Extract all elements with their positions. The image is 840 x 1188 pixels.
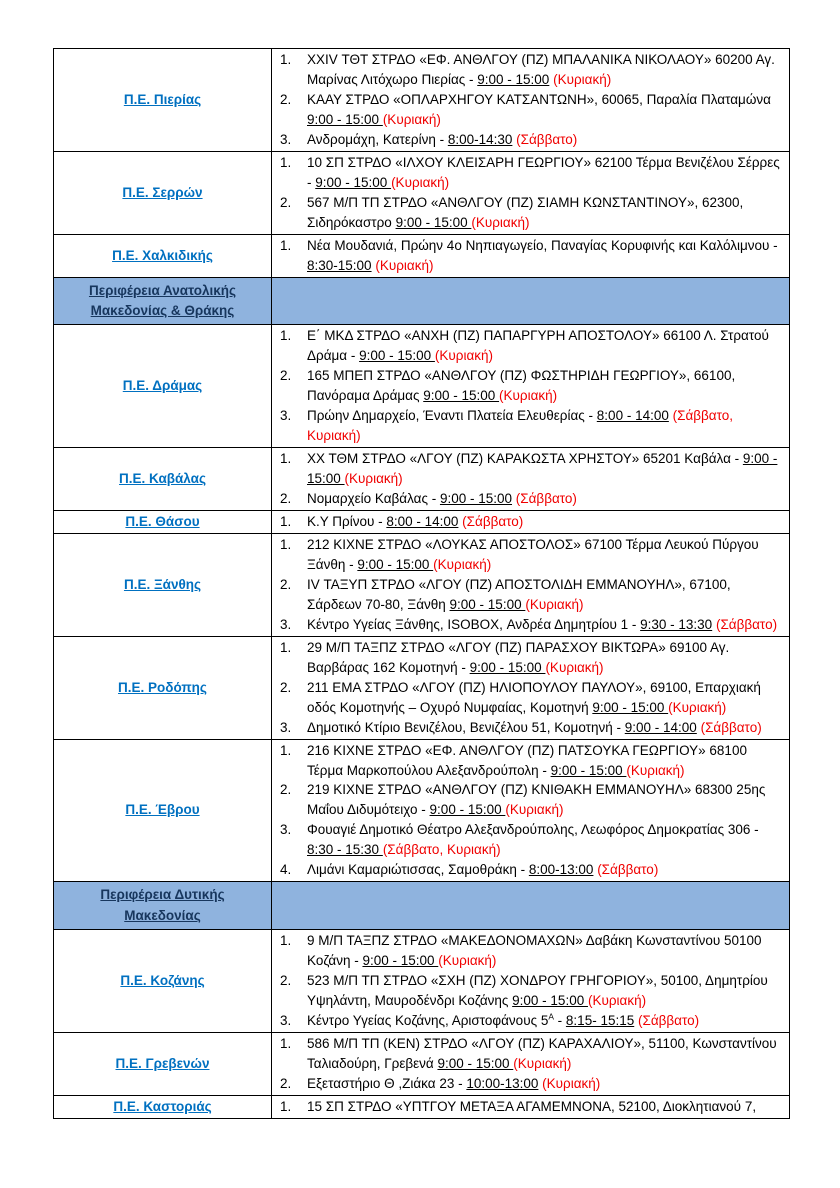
location-item-text (307, 971, 785, 1011)
day-annotation: (Κυριακή) (433, 556, 492, 572)
time-range: 9:00 - 15:00 (592, 699, 669, 715)
region-label-cell (54, 49, 272, 152)
day-annotation: (Κυριακή) (513, 1055, 572, 1071)
region-label-cell (54, 739, 272, 882)
locations-cell (272, 1095, 790, 1118)
location-item-number: 2. (280, 1075, 292, 1091)
location-item-number: 2. (280, 972, 292, 988)
locations-cell (272, 510, 790, 533)
location-item-text (307, 236, 785, 276)
location-item-text (307, 931, 785, 971)
time-range: 8:00 - 14:00 (596, 408, 669, 424)
region-label-cell (54, 510, 272, 533)
location-text: 29 Μ/Π ΤΑΞΠΖ ΣΤΡΔΟ «ΛΓΟΥ (ΠΖ) ΠΑΡΑΣΧΟΥ ΒΙΚΤΩΡΑ» 69100 Αγ. Βαρβάρας 162 Κομοτηνή - (307, 639, 730, 675)
location-item-number: 3. (280, 408, 292, 424)
location-text: ΚΑΑΥ ΣΤΡΔΟ «ΟΠΛΑΡΧΗΓΟΥ ΚΑΤΣΑΝΤΩΝΗ», 60065, Παραλία Πλαταμώνα (307, 91, 771, 107)
region-group-label: Περιφέρεια Δυτικής Μακεδονίας (100, 887, 225, 923)
regional-locations-table (53, 48, 790, 1119)
region-row (54, 447, 790, 510)
location-text: Δημοτικό Κτίριο Βενιζέλου, Βενιζέλου 51, Κομοτηνή - (307, 719, 625, 735)
region-label-cell (54, 1032, 272, 1095)
time-range: 9:00 - 15:00 (315, 174, 392, 190)
day-annotation: (Σάββατο) (515, 490, 577, 506)
location-text: - (553, 1012, 566, 1028)
location-item-text (307, 366, 785, 406)
location-item-number: 4. (280, 862, 292, 878)
region-link[interactable]: Π.Ε. Ξάνθης (123, 576, 202, 592)
location-text: Εξεταστήριο Θ ,Ζιάκα 23 - (307, 1075, 467, 1091)
location-item (280, 678, 785, 718)
location-text: Κέντρο Υγείας Κοζάνης, Αριστοφάνους 5 (307, 1012, 549, 1028)
time-range: 8:00-14:30 (447, 131, 513, 147)
time-range: 9:00 - 14:00 (624, 719, 697, 735)
time-range: 9:00 - 15:00 (429, 802, 506, 818)
time-range: 8:00-13:00 (528, 862, 594, 878)
region-group-header-row (54, 277, 790, 325)
region-label-cell (54, 234, 272, 277)
location-item (280, 153, 785, 193)
location-item (280, 90, 785, 130)
region-link[interactable]: Π.Ε. Καστοριάς (113, 1098, 212, 1114)
location-text: XXIV ΤΘΤ ΣΤΡΔΟ «ΕΦ. ΑΝΘΛΓΟΥ (ΠΖ) ΜΠΑΛΑΝΙΚΑ ΝΙΚΟΛΑΟΥ» 60200 Αγ. Μαρίνας Λιτόχωρο Πιερίας - (307, 52, 775, 87)
day-annotation: (Κυριακή) (626, 762, 685, 778)
region-group-empty-cell (272, 882, 790, 930)
time-range: 9:00 - 15:00 (362, 952, 439, 968)
location-item (280, 130, 785, 150)
location-item (280, 535, 785, 575)
location-item (280, 1097, 785, 1117)
region-row (54, 151, 790, 234)
location-item (280, 780, 785, 820)
time-range: 9:00 - 15:00 (439, 490, 513, 506)
locations-cell (272, 739, 790, 882)
location-item-text (307, 741, 785, 781)
location-item-text (307, 130, 785, 150)
location-item (280, 931, 785, 971)
location-text: Νέα Μουδανιά, Πρώην 4ο Νηπιαγωγείο, Παναγίας Κορυφινής και Καλόλιμνου - (307, 237, 778, 253)
day-annotation: (Σάββατο) (700, 719, 762, 735)
time-range: 9:30 - 13:30 (640, 616, 713, 632)
location-text: ΧΧ ΤΘΜ ΣΤΡΔΟ «ΛΓΟΥ (ΠΖ) ΚΑΡΑΚΩΣΤΑ ΧΡΗΣΤΟΥ» 65201 Καβάλα - (307, 450, 743, 466)
location-item-text (307, 512, 785, 532)
day-annotation: (Κυριακή) (668, 699, 727, 715)
region-group-label: Περιφέρεια Ανατολικής Μακεδονίας & Θράκης (88, 282, 237, 318)
location-item-text (307, 678, 785, 718)
region-row (54, 325, 790, 448)
location-item-text (307, 1097, 785, 1117)
location-item (280, 971, 785, 1011)
location-item-number: 1. (280, 237, 292, 253)
time-range: 9:00 - 15:00 (550, 762, 627, 778)
time-range: 9:00 - 15:00 (423, 388, 500, 404)
locations-cell (272, 447, 790, 510)
location-item-text (307, 449, 785, 489)
time-range: 9:00 - 15:00 (449, 596, 526, 612)
location-item-number: 2. (280, 91, 292, 107)
day-annotation: (Κυριακή) (587, 992, 647, 1008)
location-text: Ανδρομάχη, Κατερίνη - (307, 131, 448, 147)
region-link[interactable]: Π.Ε. Ροδόπης (118, 679, 207, 695)
location-item-text (307, 326, 785, 366)
time-range: 9:00 - 15:00 (512, 992, 588, 1008)
location-item (280, 489, 785, 509)
location-item (280, 1011, 785, 1031)
day-annotation: (Κυριακή) (438, 952, 497, 968)
location-item-number: 1. (280, 513, 292, 529)
time-range: 9:00 - 15:00 (359, 348, 435, 364)
locations-cell (272, 1032, 790, 1095)
day-annotation: (Σάββατο, Κυριακή) (382, 842, 501, 858)
region-row (54, 929, 790, 1032)
location-item-text (307, 153, 785, 193)
location-item-number: 1. (280, 932, 292, 948)
location-item-text (307, 406, 785, 446)
region-link[interactable]: Π.Ε. Κοζάνης (120, 972, 205, 988)
location-item (280, 741, 785, 781)
location-text: 212 ΚΙΧΝΕ ΣΤΡΔΟ «ΛΟΥΚΑΣ ΑΠΟΣΤΟΛΟΣ» 67100 Τέρμα Λευκού Πύργου Ξάνθη - (307, 536, 759, 572)
location-item-number: 3. (280, 822, 292, 838)
location-item-text (307, 1034, 785, 1074)
region-link[interactable]: Π.Ε. Πιερίας (123, 91, 202, 107)
location-item (280, 449, 785, 489)
region-row (54, 533, 790, 636)
location-item-number: 3. (280, 131, 292, 147)
location-item-number: 1. (280, 52, 292, 67)
region-link[interactable]: Π.Ε. Καβάλας (119, 470, 206, 486)
region-link[interactable]: Π.Ε. Γρεβενών (115, 1055, 210, 1071)
time-range: 8:30 - 15:30 (307, 842, 383, 858)
region-group-header-row (54, 882, 790, 930)
location-item (280, 193, 785, 233)
day-annotation: (Κυριακή) (434, 348, 494, 364)
location-text: IV ΤΑΞΥΠ ΣΤΡΔΟ «ΛΓΟΥ (ΠΖ) ΑΠΟΣΤΟΛΙΔΗ ΕΜΜΑΝΟΥΗΛ», 67100, Σάρδεων 70-80, Ξάνθη (307, 576, 731, 612)
location-item-text (307, 615, 785, 635)
location-item (280, 1074, 785, 1094)
day-annotation: (Κυριακή) (499, 388, 558, 404)
location-item (280, 1034, 785, 1074)
location-item-text (307, 575, 785, 615)
location-item-number: 3. (280, 719, 292, 735)
location-text: 567 Μ/Π ΤΠ ΣΤΡΔΟ «ΑΝΘΛΓΟΥ (ΠΖ) ΣΙΑΜΗ ΚΩΝΣΤΑΝΤΙΝΟΥ», 62300, Σιδηρόκαστρο (307, 194, 744, 230)
location-item (280, 406, 785, 446)
location-item-text (307, 90, 785, 130)
region-row (54, 510, 790, 533)
day-annotation: (Σάββατο) (462, 513, 524, 529)
region-label-cell (54, 1095, 272, 1118)
location-item-number: 1. (280, 1035, 292, 1051)
region-label-cell (54, 447, 272, 510)
location-item-number: 2. (280, 576, 292, 592)
time-range: 9:00 - 15:00 (469, 659, 546, 675)
region-group-title-cell (54, 882, 272, 930)
location-item-number: 1. (280, 328, 292, 344)
location-item-text (307, 820, 785, 860)
locations-cell (272, 929, 790, 1032)
day-annotation: (Σάββατο, Κυριακή) (307, 408, 734, 443)
day-annotation: (Κυριακή) (505, 802, 564, 818)
time-range: 10:00-13:00 (466, 1075, 539, 1091)
locations-cell (272, 234, 790, 277)
location-item-number: 2. (280, 782, 292, 798)
location-text: Κ.Υ Πρίνου - (307, 513, 387, 529)
day-annotation: (Κυριακή) (382, 111, 441, 127)
location-item-text (307, 535, 785, 575)
location-item-text (307, 489, 785, 509)
locations-cell (272, 533, 790, 636)
region-link[interactable]: Π.Ε. Σερρών (122, 184, 203, 200)
region-link[interactable]: Π.Ε. Δράμας (122, 378, 203, 394)
day-annotation: (Κυριακή) (545, 659, 604, 675)
location-item-number: 3. (280, 616, 292, 632)
location-text: 211 ΕΜΑ ΣΤΡΔΟ «ΛΓΟΥ (ΠΖ) ΗΛΙΟΠΟΥΛΟΥ ΠΑΥΛΟΥ», 69100, Επαρχιακή οδός Κομοτηνής – Οχυρό Νυμφαίας, Κομοτηνή (307, 679, 761, 715)
day-annotation: (Σάββατο) (516, 131, 578, 147)
locations-cell (272, 151, 790, 234)
location-item-text (307, 860, 785, 880)
region-row (54, 234, 790, 277)
time-range: 9:00 - 15:00 (395, 214, 472, 230)
location-text: 10 ΣΠ ΣΤΡΔΟ «ΙΛΧΟΥ ΚΛΕΙΣΑΡΗ ΓΕΩΡΓΙΟΥ» 62100 Τέρμα Βενιζέλου Σέρρες - (307, 154, 780, 190)
location-item-number: 2. (280, 679, 292, 695)
location-item-number: 2. (280, 368, 292, 384)
time-range: 9:00 - 15:00 (477, 71, 550, 87)
location-text: Ε΄ ΜΚΔ ΣΤΡΔΟ «ΑΝΧΗ (ΠΖ) ΠΑΠΑΡΓΥΡΗ ΑΠΟΣΤΟΛΟΥ» 66100 Λ. Στρατού Δράμα - (307, 328, 769, 364)
location-text: Κέντρο Υγείας Ξάνθης, ISOBOX, Ανδρέα Δημητρίου 1 - (307, 616, 641, 632)
location-item (280, 575, 785, 615)
location-item-number: 3. (280, 1012, 292, 1028)
location-item-text (307, 1011, 785, 1031)
location-item (280, 860, 785, 880)
locations-cell (272, 325, 790, 448)
location-item-number: 1. (280, 450, 292, 466)
region-link[interactable]: Π.Ε. Θάσου (125, 513, 200, 529)
region-row (54, 636, 790, 739)
superscript: Α (548, 1011, 554, 1022)
location-text: 219 ΚΙΧΝΕ ΣΤΡΔΟ «ΑΝΘΛΓΟΥ (ΠΖ) ΚΝΙΘΑΚΗ ΕΜΜΑΝΟΥΗΛ» 68300 25ης Μαΐου Διδυμότειχο - (307, 782, 766, 818)
region-label-cell (54, 929, 272, 1032)
location-item-text (307, 780, 785, 820)
location-item (280, 326, 785, 366)
time-range: 9:00 - 15:00 (357, 556, 434, 572)
day-annotation: (Κυριακή) (542, 1075, 601, 1091)
region-row (54, 1032, 790, 1095)
location-text: Πρώην Δημαρχείο, Έναντι Πλατεία Ελευθερίας - (307, 408, 597, 424)
location-item-number: 1. (280, 1098, 292, 1114)
location-item (280, 638, 785, 678)
region-row (54, 1095, 790, 1118)
day-annotation: (Κυριακή) (344, 470, 403, 486)
location-item-text (307, 50, 785, 90)
location-text: Λιμάνι Καμαριώτισσας, Σαμοθράκη - (307, 862, 529, 878)
region-link[interactable]: Π.Ε. Έβρου (125, 802, 200, 818)
location-item-number: 1. (280, 742, 292, 758)
location-item (280, 236, 785, 276)
locations-cell (272, 636, 790, 739)
location-item-number: 1. (280, 639, 292, 655)
location-text: 586 Μ/Π ΤΠ (ΚΕΝ) ΣΤΡΔΟ «ΛΓΟΥ (ΠΖ) ΚΑΡΑΧΑΛΙΟΥ», 51100, Κωνσταντίνου Ταλιαδούρη, Γρεβενά (307, 1035, 777, 1071)
region-label-cell (54, 151, 272, 234)
day-annotation: (Σάββατο) (715, 616, 778, 632)
day-annotation: (Κυριακή) (525, 596, 584, 612)
region-link[interactable]: Π.Ε. Χαλκιδικής (112, 247, 213, 263)
location-item (280, 718, 785, 738)
location-item (280, 512, 785, 532)
day-annotation: (Κυριακή) (553, 71, 612, 87)
location-item-text (307, 718, 785, 738)
time-range: 9:00 - 15:00 (437, 1055, 514, 1071)
time-range: 9:00 - 15:00 (307, 111, 383, 127)
time-range: 8:15- 15:15 (565, 1012, 635, 1028)
location-text: 165 ΜΠΕΠ ΣΤΡΔΟ «ΑΝΘΛΓΟΥ (ΠΖ) ΦΩΣΤΗΡΙΔΗ ΓΕΩΡΓΙΟΥ», 66100, Πανόραμα Δράμας (307, 368, 736, 404)
location-text: 15 ΣΠ ΣΤΡΔΟ «ΥΠΤΓΟΥ ΜΕΤΑΞΑ ΑΓΑΜΕΜΝΟΝΑ, 52100, Διοκλητιανού 7, (307, 1098, 757, 1114)
location-item-text (307, 1074, 785, 1094)
time-range: 8:00 - 14:00 (386, 513, 459, 529)
location-item (280, 615, 785, 635)
location-item-number: 1. (280, 536, 292, 552)
location-text: Φουαγιέ Δημοτικό Θέατρο Αλεξανδρούπολης, Λεωφόρος Δημοκρατίας 306 - (307, 822, 759, 838)
day-annotation: (Κυριακή) (375, 257, 434, 273)
region-label-cell (54, 636, 272, 739)
location-item (280, 820, 785, 860)
day-annotation: (Κυριακή) (471, 214, 530, 230)
location-text: 9 Μ/Π ΤΑΞΠΖ ΣΤΡΔΟ «ΜΑΚΕΔΟΝΟΜΑΧΩΝ» Δαβάκη Κωνσταντίνου 50100 Κοζάνη - (307, 932, 762, 968)
location-text: 216 ΚΙΧΝΕ ΣΤΡΔΟ «ΕΦ. ΑΝΘΛΓΟΥ (ΠΖ) ΠΑΤΣΟΥΚΑ ΓΕΩΡΓΙΟΥ» 68100 Τέρμα Μαρκοπούλου Αλεξανδρούπολη - (307, 742, 747, 778)
day-annotation: (Κυριακή) (391, 174, 450, 190)
region-label-cell (54, 325, 272, 448)
location-item-number: 2. (280, 194, 292, 210)
location-text: Νομαρχείο Καβάλας - (307, 490, 440, 506)
time-range: 9:00 - 15:00 (307, 450, 778, 486)
region-row (54, 739, 790, 882)
location-item-text (307, 193, 785, 233)
region-group-empty-cell (272, 277, 790, 325)
location-item-text (307, 638, 785, 678)
locations-cell (272, 49, 790, 152)
location-item (280, 50, 785, 90)
location-item-number: 1. (280, 154, 292, 170)
day-annotation: (Σάββατο) (638, 1012, 700, 1028)
region-label-cell (54, 533, 272, 636)
location-item-number: 2. (280, 490, 292, 506)
location-text: 523 Μ/Π ΤΠ ΣΤΡΔΟ «ΣΧΗ (ΠΖ) ΧΟΝΔΡΟΥ ΓΡΗΓΟΡΙΟΥ», 50100, Δημητρίου Υψηλάντη, Μαυροδένδρι Κοζάνης (307, 972, 768, 1008)
region-group-title-cell (54, 277, 272, 325)
location-item (280, 366, 785, 406)
time-range: 8:30-15:00 (307, 257, 372, 273)
table-body (54, 49, 790, 1119)
region-row (54, 49, 790, 152)
day-annotation: (Σάββατο) (597, 862, 659, 878)
